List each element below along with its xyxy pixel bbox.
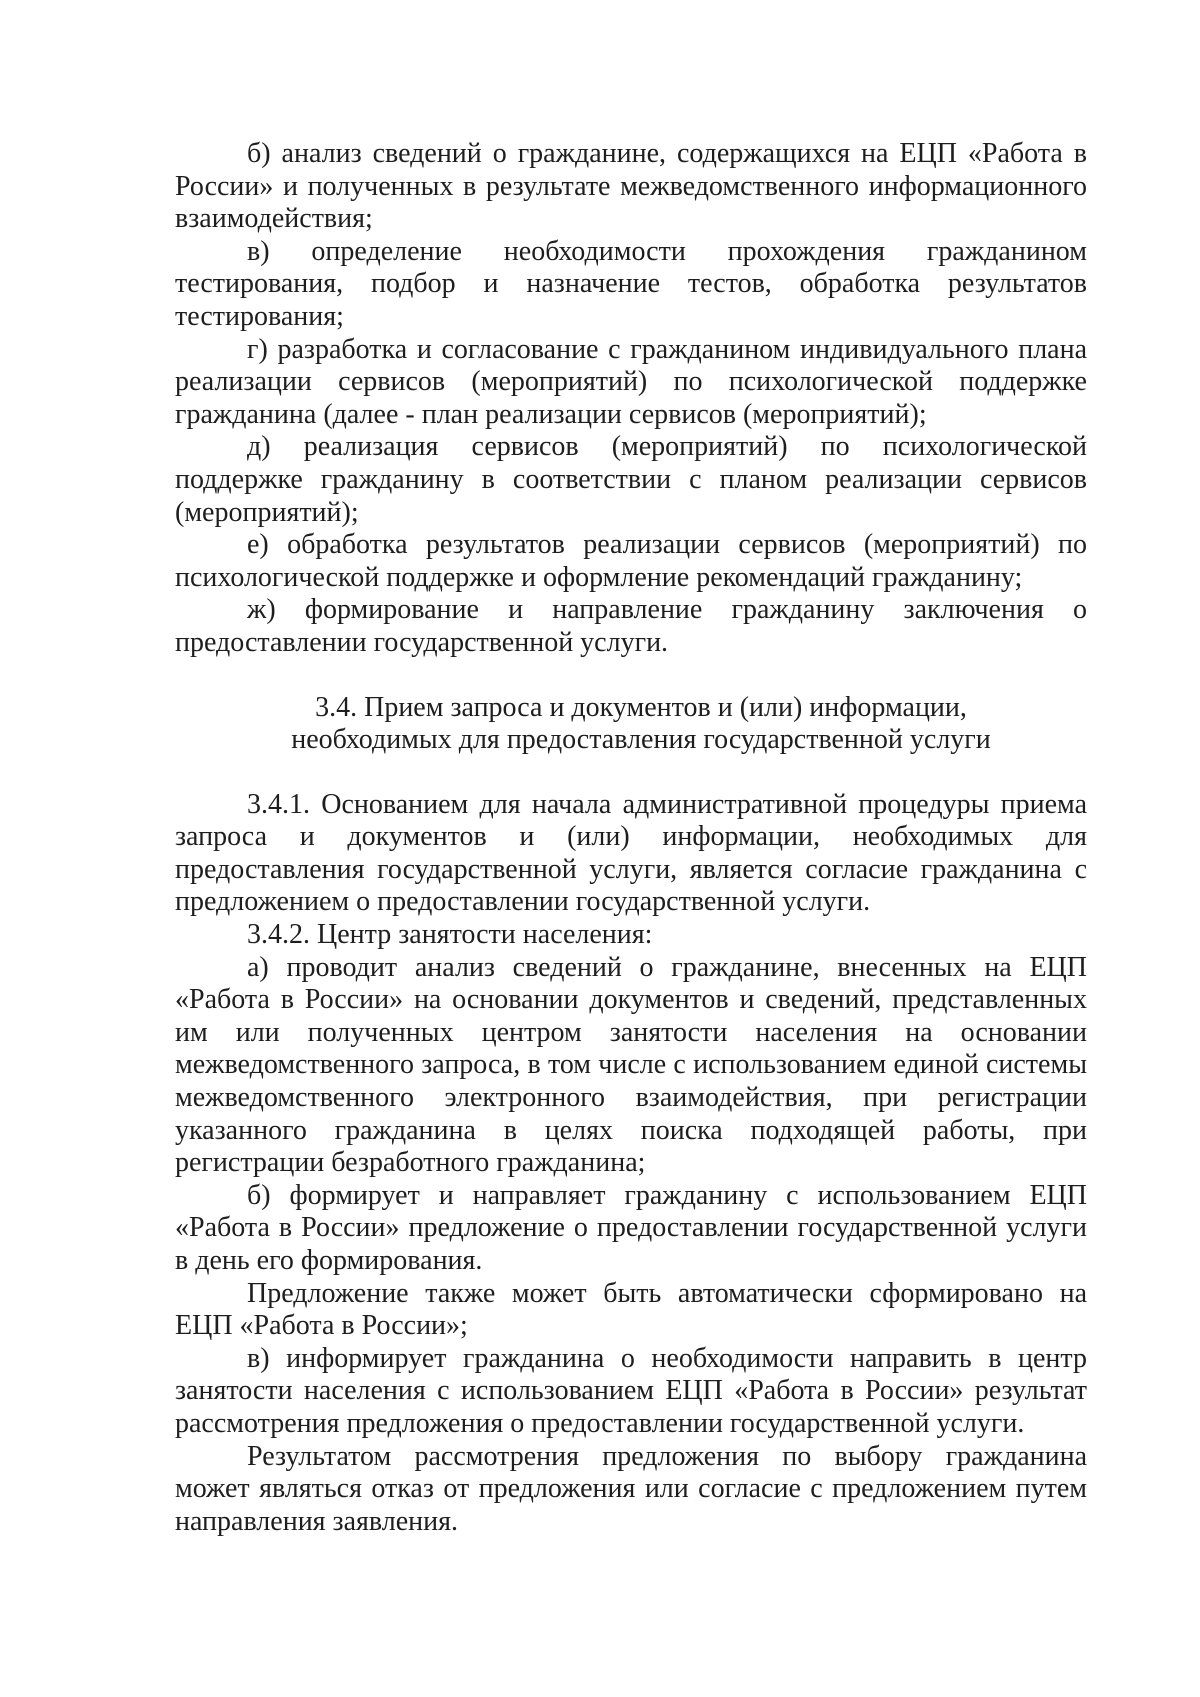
paragraph-result: Результатом рассмотрения предложения по выбору гражданина может являться отказ от предложения или согласие с предложением путем направления заявления. xyxy=(175,1440,1087,1537)
section-heading-line-1: 3.4. Прием запроса и документов и (или) информации, xyxy=(315,691,967,723)
list-item-d: д) реализация сервисов (мероприятий) по психологической поддержке гражданину в соответствии с планом реализации сервисов (мероприятий); xyxy=(175,431,1087,528)
paragraph-auto-offer: Предложение также может быть автоматически сформировано на ЕЦП «Работа в России»; xyxy=(175,1277,1087,1342)
list-item-zh: ж) формирование и направление гражданину заключения о предоставлении государственной услуги. xyxy=(175,594,1087,658)
list-item-e: е) обработка результатов реализации сервисов (мероприятий) по психологической поддержке и оформление рекомендаций гражданину; xyxy=(175,529,1087,593)
document-body xyxy=(175,138,1087,1538)
paragraph-item-a: а) проводит анализ сведений о гражданине, внесенных на ЕЦП «Работа в России» на основании документов и сведений, представленных им или полученных центром занятости населения на основании межведомственного запроса, в том числе с использованием единой системы межведомственного электронного взаимодействия, при регистрации указанного гражданина в целях поиска подходящей работы, при регистрации безработного гражданина; xyxy=(175,951,1087,1179)
paragraph-item-v: в) информирует гражданина о необходимости направить в центр занятости населения с использованием ЕЦП «Работа в России» результат рассмотрения предложения о предоставлении государственной услуги. xyxy=(175,1342,1087,1439)
section-heading xyxy=(175,692,1087,757)
section-heading-line-2: необходимых для предоставления государственной услуги xyxy=(291,724,991,756)
list-item-g: г) разработка и согласование с гражданином индивидуального плана реализации сервисов (мероприятий) по психологической поддержке гражданина (далее - план реализации сервисов (мероприятий); xyxy=(175,333,1087,430)
paragraph-3-4-2: 3.4.2. Центр занятости населения: xyxy=(247,919,653,951)
list-item-b: б) анализ сведений о гражданине, содержащихся на ЕЦП «Работа в России» и полученных в результате межведомственного информационного взаимодействия; xyxy=(175,138,1087,235)
list-item-v: в) определение необходимости прохождения гражданином тестирования, подбор и назначение тестов, обработка результатов тестирования; xyxy=(175,235,1087,332)
paragraph-3-4-1: 3.4.1. Основанием для начала административной процедуры приема запроса и документов и (или) информации, необходимых для предоставления государственной услуги, является согласие гражданина с предложением о предоставлении государственной услуги. xyxy=(175,788,1087,918)
section-heading-block xyxy=(175,692,1087,757)
paragraph-item-b: б) формирует и направляет гражданину с использованием ЕЦП «Работа в России» предложение о предоставлении государственной услуги в день его формирования. xyxy=(175,1179,1087,1276)
